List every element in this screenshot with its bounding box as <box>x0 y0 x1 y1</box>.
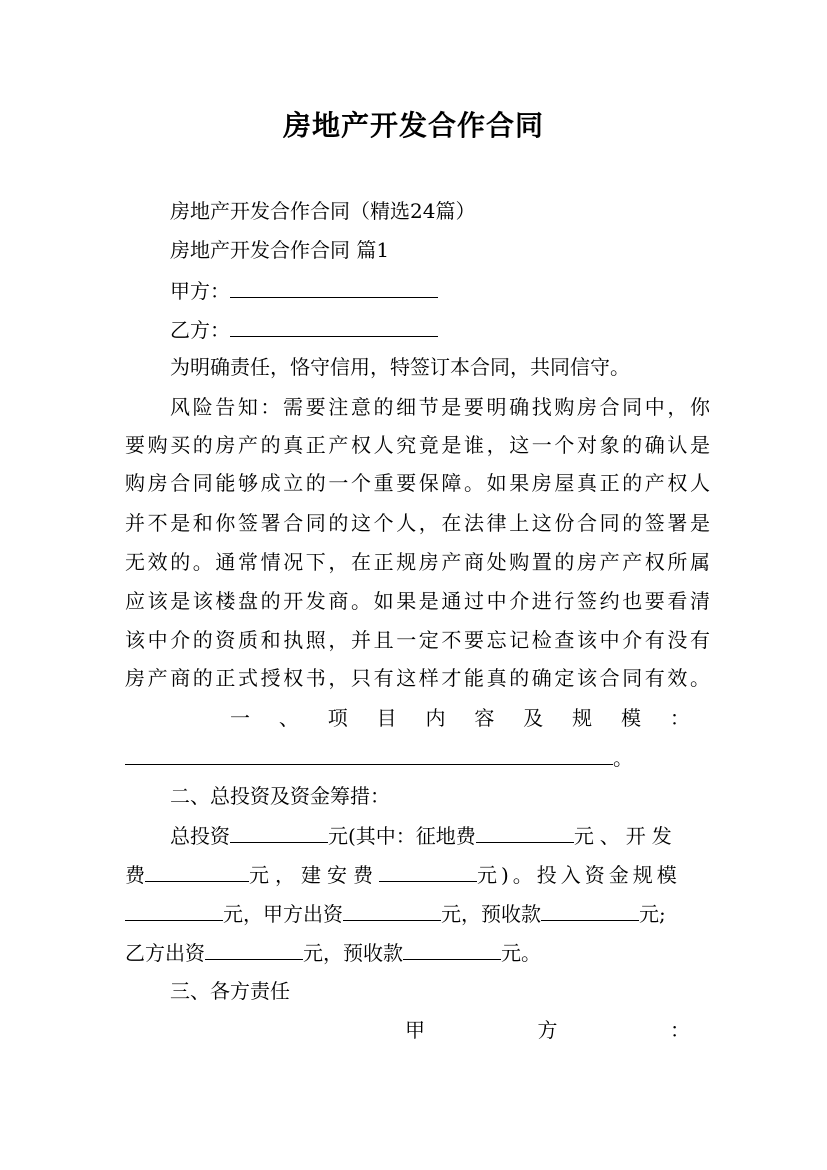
risk-line: 并不是和你签署合同的这个人，在法律上这份合同的签署是 <box>125 511 710 535</box>
party-a-prepayment-blank <box>541 900 639 921</box>
section-1-blank-line <box>125 744 710 771</box>
document-title: 房地产开发合作合同 <box>282 109 544 142</box>
risk-line: 无效的。通常情况下，在正规房产商处购置的房产产权所属 <box>125 550 710 574</box>
section-1-char: 内 <box>425 706 446 730</box>
section-1-char: 、 <box>278 706 299 730</box>
party-b-blank <box>230 316 438 337</box>
party-b-prepayment-blank <box>403 939 501 960</box>
party-b-label: 乙方： <box>170 318 230 342</box>
section-2-heading: 二、总投资及资金筹措： <box>170 784 390 808</box>
party-a-char: 方 <box>537 1018 558 1042</box>
risk-line: 要购买的房产的真正产权人究竟是谁，这一个对象的确认是 <box>125 433 710 457</box>
section-3-heading: 三、各方责任 <box>170 979 290 1003</box>
investment-text: 元，预收款 <box>303 941 403 965</box>
investment-text: 元。 <box>501 941 541 965</box>
investment-text: 元，甲方出资 <box>223 902 343 926</box>
section-1-char: 项 <box>327 706 348 730</box>
party-a-line <box>170 277 710 304</box>
investment-text: 总投资 <box>170 824 230 848</box>
investment-text: 元; <box>639 902 666 926</box>
risk-line: 购房合同能够成立的一个重要保障。如果房屋真正的产权人 <box>125 471 710 495</box>
investment-line-2 <box>125 861 710 888</box>
development-fee-blank <box>145 861 249 882</box>
risk-line: 应该是该楼盘的开发商。如果是通过中介进行签约也要看清 <box>125 589 710 613</box>
section-1-char: 目 <box>376 706 397 730</box>
land-fee-blank <box>476 822 574 843</box>
section-1-char: 规 <box>572 706 593 730</box>
section-1-char: 模 <box>621 706 641 730</box>
investment-text: 元，建安费 <box>249 863 379 887</box>
investment-line-3 <box>125 900 710 927</box>
preamble: 为明确责任，恪守信用，特签订本合同，共同信守。 <box>170 355 630 379</box>
investment-text: 元、开发 <box>573 824 678 848</box>
section-1-char: 一 <box>230 706 250 730</box>
investment-line-4 <box>125 939 710 966</box>
section-1-heading <box>230 705 690 731</box>
section-1-char: 容 <box>474 706 495 730</box>
investment-text: 元，预收款 <box>441 902 541 926</box>
document-subtitle: 房地产开发合作合同（精选24篇） <box>170 199 476 223</box>
section-1-char: 及 <box>523 706 544 730</box>
total-investment-blank <box>230 822 328 843</box>
party-b-contribution-blank <box>205 939 303 960</box>
investment-text: 元)。投入资金规模 <box>477 863 681 887</box>
party-a-char: 甲 <box>405 1018 425 1042</box>
party-b-line <box>170 316 710 343</box>
section-1-char: ： <box>669 706 690 730</box>
investment-line-1 <box>170 822 710 849</box>
party-a-label: 甲方： <box>170 279 230 303</box>
party-a-responsibility-heading <box>405 1017 690 1043</box>
party-a-blank <box>230 277 438 298</box>
chapter-heading: 房地产开发合作合同 篇1 <box>170 238 390 262</box>
investment-text: 元(其中：征地费 <box>328 824 476 848</box>
investment-text: 乙方出资 <box>125 941 205 965</box>
fund-scale-blank <box>125 900 223 921</box>
risk-line: 房产商的正式授权书，只有这样才能真的确定该合同有效。 <box>125 666 710 690</box>
investment-text: 费 <box>125 863 145 887</box>
party-a-contribution-blank <box>343 900 441 921</box>
party-a-char: ： <box>670 1018 690 1042</box>
construction-fee-blank <box>379 861 477 882</box>
risk-line: 风险告知：需要注意的细节是要明确找购房合同中，你 <box>170 395 710 419</box>
section-1-blank <box>125 744 613 765</box>
section-1-end: 。 <box>613 746 633 770</box>
risk-line: 该中介的资质和执照，并且一定不要忘记检查该中介有没有 <box>125 628 710 652</box>
